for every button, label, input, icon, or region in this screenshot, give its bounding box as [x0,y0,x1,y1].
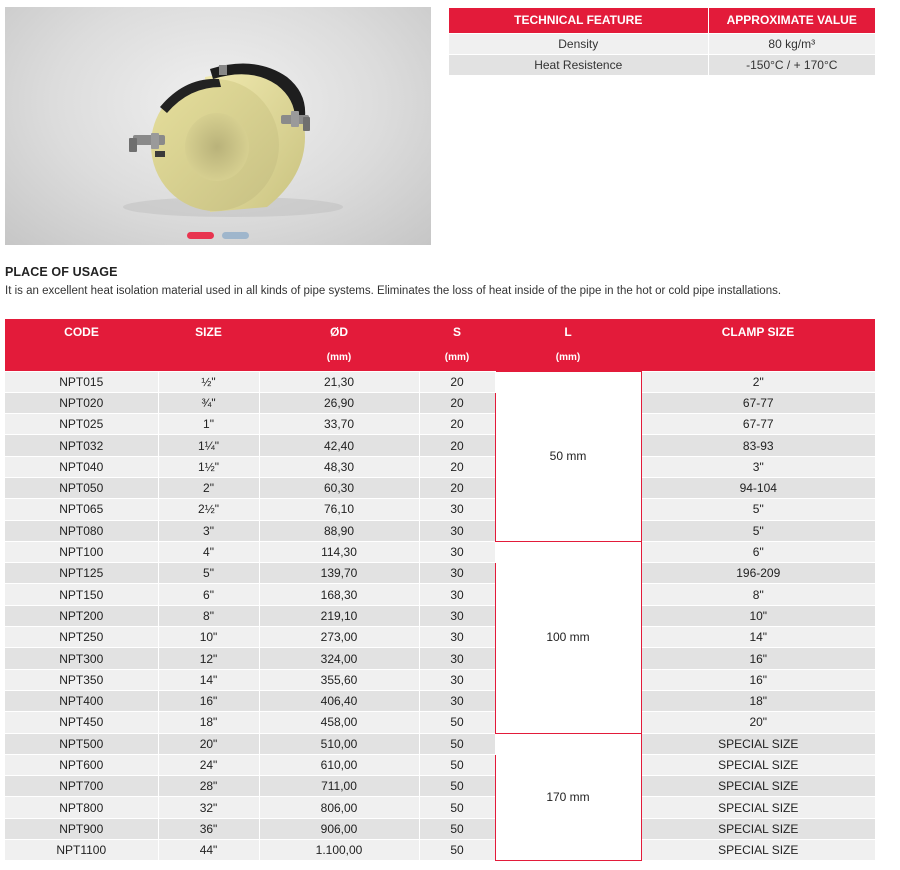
table-row [5,648,875,669]
slider-dot-2[interactable] [222,232,249,239]
cell-size: 24" [158,754,259,775]
cell-s: 30 [419,605,495,626]
cell-l-group: 100 mm [495,541,641,733]
table-row [5,371,875,392]
cell-code: NPT020 [5,392,158,413]
cell-clamp-size: 18" [641,690,875,711]
cell-clamp-size: SPECIAL SIZE [641,840,875,861]
cell-s: 30 [419,690,495,711]
cell-od: 168,30 [259,584,419,605]
cell-clamp-size: SPECIAL SIZE [641,776,875,797]
cell-clamp-size: SPECIAL SIZE [641,797,875,818]
table-row [5,627,875,648]
unit-size [158,344,259,371]
cell-code: NPT150 [5,584,158,605]
table-row [5,733,875,754]
cell-size: 12" [158,648,259,669]
feature-value: 80 kg/m³ [708,33,875,54]
cell-od: 711,00 [259,776,419,797]
cell-clamp-size: 6" [641,541,875,562]
cell-size: 4" [158,541,259,562]
cell-size: 28" [158,776,259,797]
cell-od: 324,00 [259,648,419,669]
header-l: L [495,319,641,344]
cell-od: 458,00 [259,712,419,733]
product-table-header [5,319,875,344]
cell-od: 273,00 [259,627,419,648]
cell-od: 76,10 [259,499,419,520]
cell-clamp-size: 83-93 [641,435,875,456]
cell-clamp-size: 14" [641,627,875,648]
cell-l-group: 170 mm [495,733,641,861]
cell-clamp-size: SPECIAL SIZE [641,733,875,754]
cell-size: 14" [158,669,259,690]
cell-od: 60,30 [259,477,419,498]
cell-clamp-size: 8" [641,584,875,605]
cell-s: 30 [419,541,495,562]
table-row [5,563,875,584]
cell-l-group: 50 mm [495,371,641,541]
cell-code: NPT125 [5,563,158,584]
cell-s: 20 [419,435,495,456]
cell-size: 1¼" [158,435,259,456]
cell-s: 30 [419,563,495,584]
cell-clamp-size: 3" [641,456,875,477]
cell-s: 50 [419,754,495,775]
tech-table-row [449,33,875,54]
cell-code: NPT600 [5,754,158,775]
header-size: SIZE [158,319,259,344]
cell-size: 20" [158,733,259,754]
cell-clamp-size: 16" [641,669,875,690]
cell-clamp-size: 67-77 [641,414,875,435]
cell-code: NPT400 [5,690,158,711]
cell-clamp-size: 20" [641,712,875,733]
unit-clamp-size [641,344,875,371]
cell-code: NPT900 [5,818,158,839]
cell-size: 36" [158,818,259,839]
cell-s: 50 [419,818,495,839]
table-row [5,605,875,626]
header-clamp-size: CLAMP SIZE [641,319,875,344]
table-row [5,392,875,413]
cell-od: 610,00 [259,754,419,775]
cell-od: 219,10 [259,605,419,626]
product-table-units [5,344,875,371]
cell-size: 3" [158,520,259,541]
cell-code: NPT200 [5,605,158,626]
cell-od: 355,60 [259,669,419,690]
table-row [5,669,875,690]
cell-s: 30 [419,584,495,605]
cell-code: NPT080 [5,520,158,541]
cell-s: 30 [419,669,495,690]
cell-code: NPT700 [5,776,158,797]
cell-od: 33,70 [259,414,419,435]
cell-size: 6" [158,584,259,605]
cell-s: 50 [419,712,495,733]
cell-code: NPT800 [5,797,158,818]
cell-code: NPT250 [5,627,158,648]
cell-s: 30 [419,499,495,520]
cell-clamp-size: 5" [641,520,875,541]
cell-s: 30 [419,627,495,648]
cell-code: NPT015 [5,371,158,392]
cell-od: 48,30 [259,456,419,477]
unit-s: (mm) [419,344,495,371]
table-row [5,797,875,818]
usage-description: It is an excellent heat isolation material used in all kinds of pipe systems. Eliminates the loss of heat inside of the pipe in the hot or cold pipe installations. [5,285,782,297]
cell-od: 42,40 [259,435,419,456]
cell-od: 88,90 [259,520,419,541]
image-slider-dots [187,232,249,239]
table-row [5,520,875,541]
tech-table-header [449,8,875,33]
cell-clamp-size: 10" [641,605,875,626]
usage-title: PLACE OF USAGE [5,265,118,279]
table-row [5,690,875,711]
cell-s: 50 [419,733,495,754]
cell-od: 139,70 [259,563,419,584]
header-approximate-value: APPROXIMATE VALUE [708,8,875,33]
feature-name: Heat Resistence [449,54,708,75]
cell-size: 18" [158,712,259,733]
cell-clamp-size: 196-209 [641,563,875,584]
unit-od: (mm) [259,344,419,371]
cell-code: NPT032 [5,435,158,456]
unit-l: (mm) [495,344,641,371]
cell-code: NPT500 [5,733,158,754]
cell-clamp-size: 67-77 [641,392,875,413]
technical-feature-table [449,8,875,75]
cell-code: NPT100 [5,541,158,562]
product-image [5,7,431,245]
cell-clamp-size: SPECIAL SIZE [641,754,875,775]
table-row [5,818,875,839]
cell-s: 30 [419,648,495,669]
cell-size: 8" [158,605,259,626]
cell-clamp-size: 16" [641,648,875,669]
cell-size: 5" [158,563,259,584]
cell-size: 1½" [158,456,259,477]
pipe-insulation-clamp-image [5,7,431,245]
cell-clamp-size: SPECIAL SIZE [641,818,875,839]
cell-s: 20 [419,477,495,498]
header-technical-feature: TECHNICAL FEATURE [449,8,708,33]
cell-s: 20 [419,392,495,413]
cell-code: NPT065 [5,499,158,520]
cell-size: ½" [158,371,259,392]
cell-code: NPT025 [5,414,158,435]
table-row [5,754,875,775]
cell-s: 50 [419,840,495,861]
feature-value: -150°C / + 170°C [708,54,875,75]
cell-od: 406,40 [259,690,419,711]
cell-s: 20 [419,456,495,477]
cell-code: NPT350 [5,669,158,690]
cell-s: 50 [419,776,495,797]
cell-od: 26,90 [259,392,419,413]
cell-code: NPT450 [5,712,158,733]
table-row [5,776,875,797]
table-row [5,477,875,498]
header-code: CODE [5,319,158,344]
table-row [5,499,875,520]
slider-dot-1[interactable] [187,232,214,239]
cell-s: 20 [419,414,495,435]
table-row [5,541,875,562]
cell-code: NPT040 [5,456,158,477]
tech-table-row [449,54,875,75]
cell-clamp-size: 94-104 [641,477,875,498]
cell-size: ¾" [158,392,259,413]
product-table [5,319,875,861]
cell-s: 20 [419,371,495,392]
cell-s: 30 [419,520,495,541]
header-od: ØD [259,319,419,344]
header-s: S [419,319,495,344]
cell-od: 114,30 [259,541,419,562]
cell-clamp-size: 2" [641,371,875,392]
clamp-bolt-left [129,133,165,157]
cell-size: 32" [158,797,259,818]
cell-od: 510,00 [259,733,419,754]
cell-size: 10" [158,627,259,648]
cell-s: 50 [419,797,495,818]
cell-code: NPT300 [5,648,158,669]
table-row [5,584,875,605]
cell-size: 16" [158,690,259,711]
cell-code: NPT050 [5,477,158,498]
cell-code: NPT1100 [5,840,158,861]
table-row [5,414,875,435]
cell-od: 1.100,00 [259,840,419,861]
table-row [5,712,875,733]
table-row [5,840,875,861]
cell-od: 806,00 [259,797,419,818]
cell-clamp-size: 5" [641,499,875,520]
table-row [5,435,875,456]
cell-size: 44" [158,840,259,861]
cell-od: 906,00 [259,818,419,839]
feature-name: Density [449,33,708,54]
cell-od: 21,30 [259,371,419,392]
cell-size: 1" [158,414,259,435]
cell-size: 2½" [158,499,259,520]
cell-size: 2" [158,477,259,498]
unit-code [5,344,158,371]
table-row [5,456,875,477]
